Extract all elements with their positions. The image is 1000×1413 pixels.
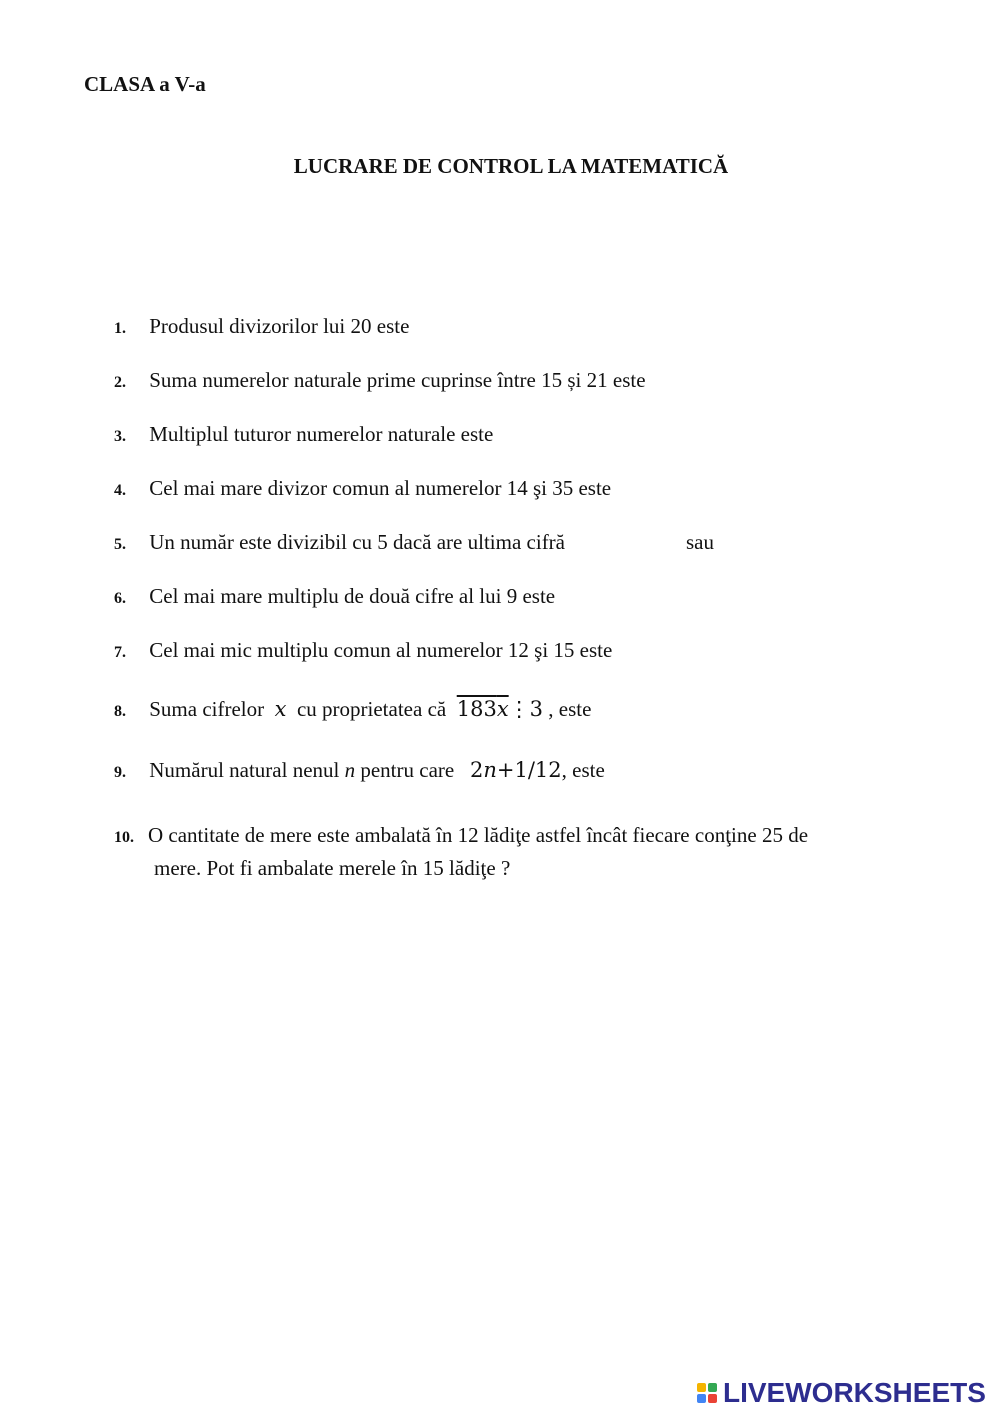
question-text: Produsul divizorilor lui 20 este (149, 314, 410, 338)
question-2 (114, 368, 646, 393)
math-variable: x (274, 697, 287, 721)
question-text: Cel mai mare multiplu de două cifre al lui 9 este (149, 584, 556, 608)
question-text: O cantitate de mere este ambalată în 12 lădiţe astfel încât fiecare conţine 25 de (148, 823, 809, 847)
math-variable: n (344, 758, 356, 782)
question-text: Cel mai mic multiplu comun al numerelor 12 şi 15 este (149, 638, 613, 662)
question-number: 7. (114, 644, 126, 661)
question-text: , este (561, 758, 605, 782)
question-text: pentru care (360, 758, 455, 782)
question-number: 1. (114, 320, 126, 337)
question-5 (114, 530, 565, 555)
question-text: Un număr este divizibil cu 5 dacă are ultima cifră (149, 530, 565, 554)
question-3 (114, 422, 493, 447)
question-text: Numărul natural nenul (149, 758, 340, 782)
question-number: 6. (114, 590, 126, 607)
question-number: 9. (114, 764, 126, 781)
question-text: cu proprietatea că (296, 697, 447, 721)
question-number: 3. (114, 428, 126, 445)
question-number: 8. (114, 703, 126, 720)
class-label: CLASA a V-a (84, 72, 206, 96)
math-variable: x (496, 697, 509, 721)
liveworksheets-logo (697, 1378, 986, 1408)
question-number: 10. (114, 829, 134, 846)
question-10-line-2: mere. Pot fi ambalate merele în 15 lădiţe ? (154, 856, 511, 880)
question-5-suffix: sau (686, 530, 714, 554)
question-8 (114, 697, 591, 722)
question-text: Suma numerelor naturale prime cuprinse între 15 și 21 este (149, 368, 646, 392)
math-digits: 183 (456, 697, 497, 721)
math-divisibility: ⋮3 (508, 697, 544, 721)
question-text: Multiplul tuturor numerelor naturale este (149, 422, 494, 446)
question-number: 2. (114, 374, 126, 391)
question-10 (114, 820, 914, 884)
question-text: Cel mai mare divizor comun al numerelor 14 şi 35 este (149, 476, 612, 500)
question-7 (114, 638, 612, 663)
question-9 (114, 758, 605, 783)
question-1 (114, 314, 409, 339)
question-number: 4. (114, 482, 126, 499)
question-text: Suma cifrelor (149, 697, 265, 721)
page-title: LUCRARE DE CONTROL LA MATEMATICĂ (293, 154, 729, 178)
math-overline-number (457, 697, 509, 721)
question-text: , este (548, 697, 592, 721)
question-10-line-1 (114, 820, 914, 853)
logo-icon (697, 1383, 717, 1403)
question-number: 5. (114, 536, 126, 553)
logo-text: LIVEWORKSHEETS (723, 1377, 986, 1408)
question-6 (114, 584, 555, 609)
math-expression: 2n+1/12 (469, 758, 562, 782)
question-4 (114, 476, 611, 501)
